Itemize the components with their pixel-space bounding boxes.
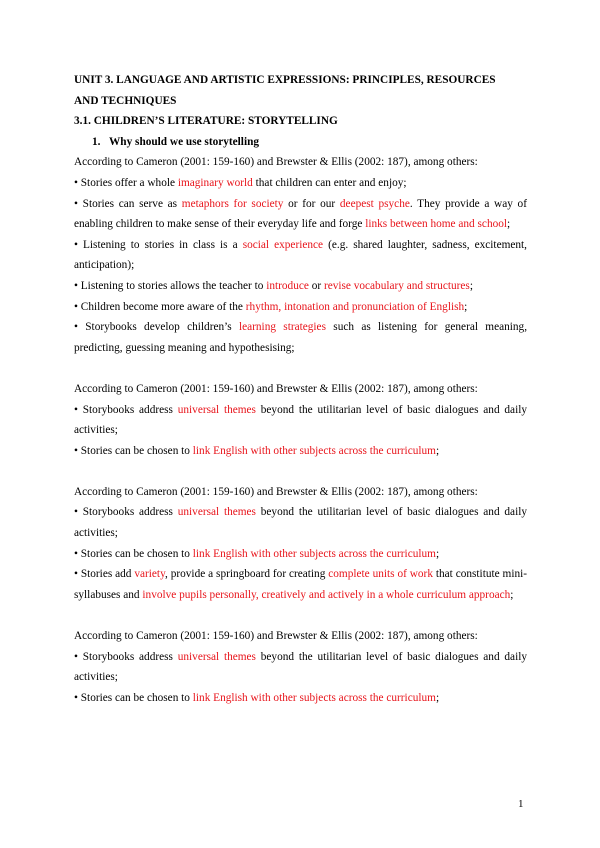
unit-title-line2: AND TECHNIQUES	[74, 94, 177, 107]
block3-bullet-universal-themes: • Storybooks address universal themes beyond the utilitarian level of basic dialogues and daily activities;	[74, 506, 527, 540]
highlight: deepest psyche	[339, 197, 410, 210]
highlight: universal themes	[177, 403, 256, 416]
block4-intro: According to Cameron (2001: 159-160) and Brewster & Ellis (2002: 187), among others:	[74, 630, 478, 643]
highlight: variety	[134, 568, 165, 581]
block3-bullet-variety: • Stories add variety, provide a springboard for creating complete units of work that constitute mini-syllabuses and involve pupils personally, creatively and actively in a whole curriculum approach;	[74, 568, 528, 601]
highlight: revise vocabulary and structures	[323, 279, 470, 292]
highlight: link English with other subjects across the curriculum	[192, 444, 436, 457]
spacer	[74, 358, 527, 379]
highlight: introduce	[266, 279, 309, 292]
block1-bullet-rhythm: • Children become more aware of the rhythm, intonation and pronunciation of English;	[74, 300, 468, 313]
highlight: imaginary world	[177, 176, 253, 189]
block4-bullet-curriculum: • Stories can be chosen to link English with other subjects across the curriculum;	[74, 691, 440, 704]
block1-bullet-vocabulary: • Listening to stories allows the teacher to introduce or revise vocabulary and structures;	[74, 279, 473, 292]
page-number: 1	[518, 798, 524, 810]
highlight: metaphors for society	[181, 197, 284, 210]
spacer	[74, 461, 527, 482]
block1-bullet-learning-strategies: • Storybooks develop children’s learning strategies such as listening for general meaning, predicting, guessing meaning and hypothesising;	[74, 321, 528, 354]
subsection-title	[74, 132, 527, 153]
block1-bullet-imaginary-world: • Stories offer a whole imaginary world that children can enter and enjoy;	[74, 176, 407, 189]
highlight: involve pupils personally, creatively and actively in a whole curriculum approach	[142, 588, 511, 601]
subsection-number: 1.	[92, 135, 101, 148]
highlight: link English with other subjects across the curriculum	[192, 547, 436, 560]
block1-intro: According to Cameron (2001: 159-160) and Brewster & Ellis (2002: 187), among others:	[74, 156, 478, 169]
block2-bullet-curriculum: • Stories can be chosen to link English with other subjects across the curriculum;	[74, 444, 440, 457]
highlight: universal themes	[177, 506, 256, 519]
block1-bullet-metaphors: • Stories can serve as metaphors for society or for our deepest psyche. They provide a way of enabling children to make sense of their everyday life and forge links between home and school;	[74, 197, 527, 231]
highlight: link English with other subjects across the curriculum	[192, 691, 436, 704]
unit-title	[74, 70, 527, 111]
subsection-text: Why should we use storytelling	[109, 135, 260, 148]
section-title: 3.1. CHILDREN’S LITERATURE: STORYTELLING	[74, 115, 338, 128]
block4-bullet-universal-themes: • Storybooks address universal themes beyond the utilitarian level of basic dialogues and daily activities;	[74, 650, 527, 684]
block1-bullet-social-experience: • Listening to stories in class is a social experience (e.g. shared laughter, sadness, excitement, anticipation);	[74, 238, 527, 272]
highlight: links between home and school	[365, 218, 508, 231]
highlight: universal themes	[177, 650, 256, 663]
highlight: rhythm, intonation and pronunciation of English	[245, 300, 465, 313]
block3-bullet-curriculum: • Stories can be chosen to link English with other subjects across the curriculum;	[74, 547, 440, 560]
block2-bullet-universal-themes: • Storybooks address universal themes beyond the utilitarian level of basic dialogues and daily activities;	[74, 403, 527, 437]
block3-intro: According to Cameron (2001: 159-160) and Brewster & Ellis (2002: 187), among others:	[74, 485, 478, 498]
spacer	[74, 605, 527, 626]
block2-intro: According to Cameron (2001: 159-160) and Brewster & Ellis (2002: 187), among others:	[74, 382, 478, 395]
highlight: social experience	[242, 238, 324, 251]
highlight: complete units of work	[328, 568, 433, 581]
highlight: learning strategies	[238, 321, 326, 334]
page-content	[74, 70, 527, 708]
unit-title-line1: UNIT 3. LANGUAGE AND ARTISTIC EXPRESSIONS: PRINCIPLES, RESOURCES	[74, 74, 496, 86]
